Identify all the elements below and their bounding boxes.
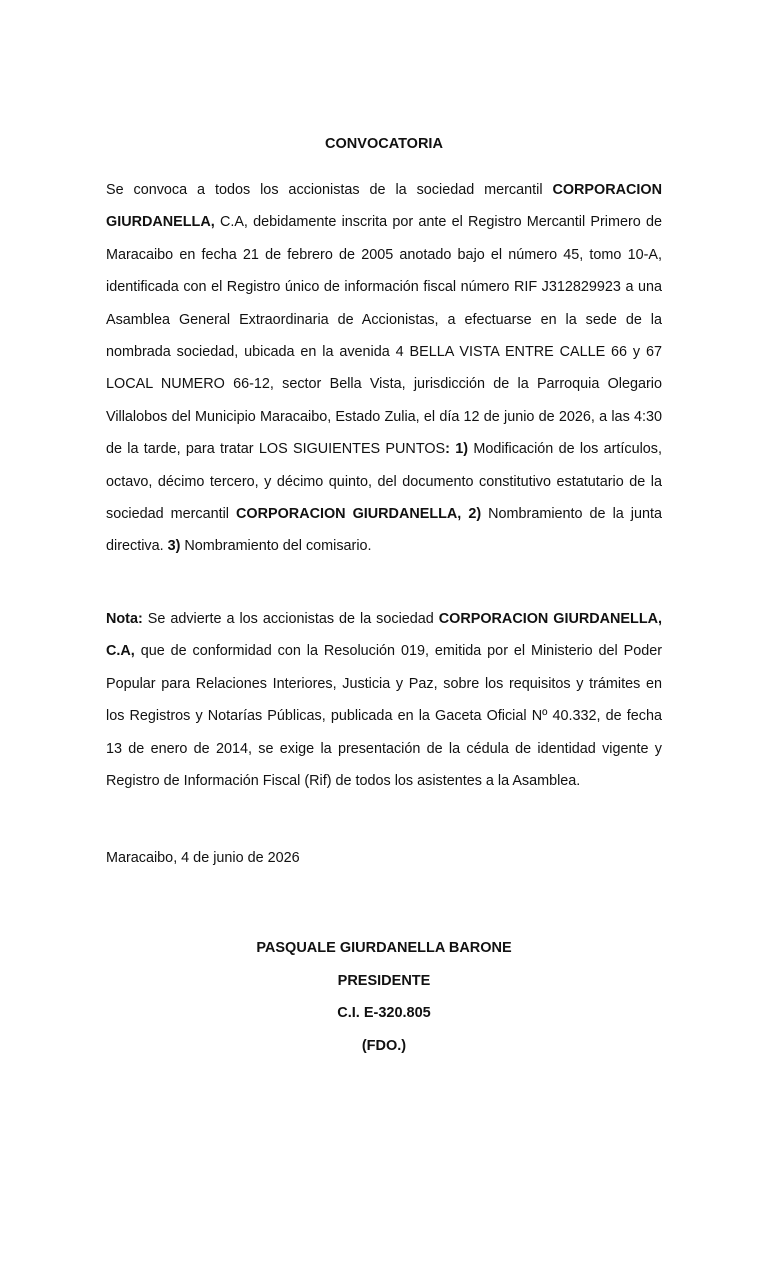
note-text-1: Se advierte a los accionistas de la sociedad — [142, 611, 439, 627]
note-company-name: CORPORACION GIURDANELLA, C.A, — [106, 611, 662, 660]
p1-text-1: Se convoca a todos los accionistas de la sociedad mercantil — [106, 182, 553, 198]
p1-point-1-number: 1) — [449, 441, 469, 458]
p1-company-name: CORPORACION GIURDANELLA, — [106, 182, 662, 231]
signed-mark: (FDO.) — [361, 1037, 407, 1054]
p1-company-name-2: CORPORACION GIURDANELLA, — [236, 506, 462, 523]
p1-point-3-number: 3) — [167, 538, 181, 555]
convocation-paragraph — [106, 174, 662, 563]
note-label: Nota: — [106, 611, 143, 627]
document-title: CONVOCATORIA — [325, 136, 443, 152]
signatory-id: C.I. E-320.805 — [337, 1005, 431, 1021]
p1-text-3: Modificación de los artículos, octavo, décimo tercero, y décimo quinto, del documento constitutivo estatutario de la sociedad mercantil — [106, 441, 662, 523]
p1-colon: : — [445, 441, 450, 458]
p1-text-2: C.A, debidamente inscrita por ante el Registro Mercantil Primero de Maracaibo en fecha 21 de febrero de 2005 anotado bajo el número 45, tomo 10-A, identificada con el Registro único de información fiscal número RIF J312829923 a una Asamblea General Extraordinaria de Accionistas, a efectuarse en la sede de la nombrada sociedad, ubicada en la avenida 4 BELLA VISTA ENTRE CALLE 66 y 67 LOCAL NUMERO 66-12, sector Bella Vista, jurisdicción de la Parroquia Olegario Villalobos del Municipio Maracaibo, Estado Zulia, el día 12 de junio de 2026, a las 4:30 de la tarde, para tratar LOS SIGUIENTES PUNTOS — [106, 214, 662, 458]
p1-text-5: Nombramiento del comisario. — [180, 538, 372, 555]
p1-point-2-number: 2) — [461, 506, 482, 523]
signatory-role: PRESIDENTE — [337, 972, 431, 989]
p1-text-4: Nombramiento de la junta directiva. — [106, 506, 663, 555]
note-paragraph — [106, 603, 662, 797]
note-text-2: que de conformidad con la Resolución 019, emitida por el Ministerio del Poder Popular para Relaciones Interiores, Justicia y Paz, sobre los requisitos y trámites en los Registros y Notarías Públicas, publicada en la Gaceta Oficial Nº 40.332, de fecha 13 de enero de 2014, se exige la presentación de la cédula de identidad vigente y Registro de Información Fiscal (Rif) de todos los asistentes a la Asamblea. — [106, 643, 662, 790]
dateline: Maracaibo, 4 de junio de 2026 — [106, 850, 300, 866]
signatory-name: PASQUALE GIURDANELLA BARONE — [256, 940, 512, 956]
signature-block — [106, 932, 662, 1062]
